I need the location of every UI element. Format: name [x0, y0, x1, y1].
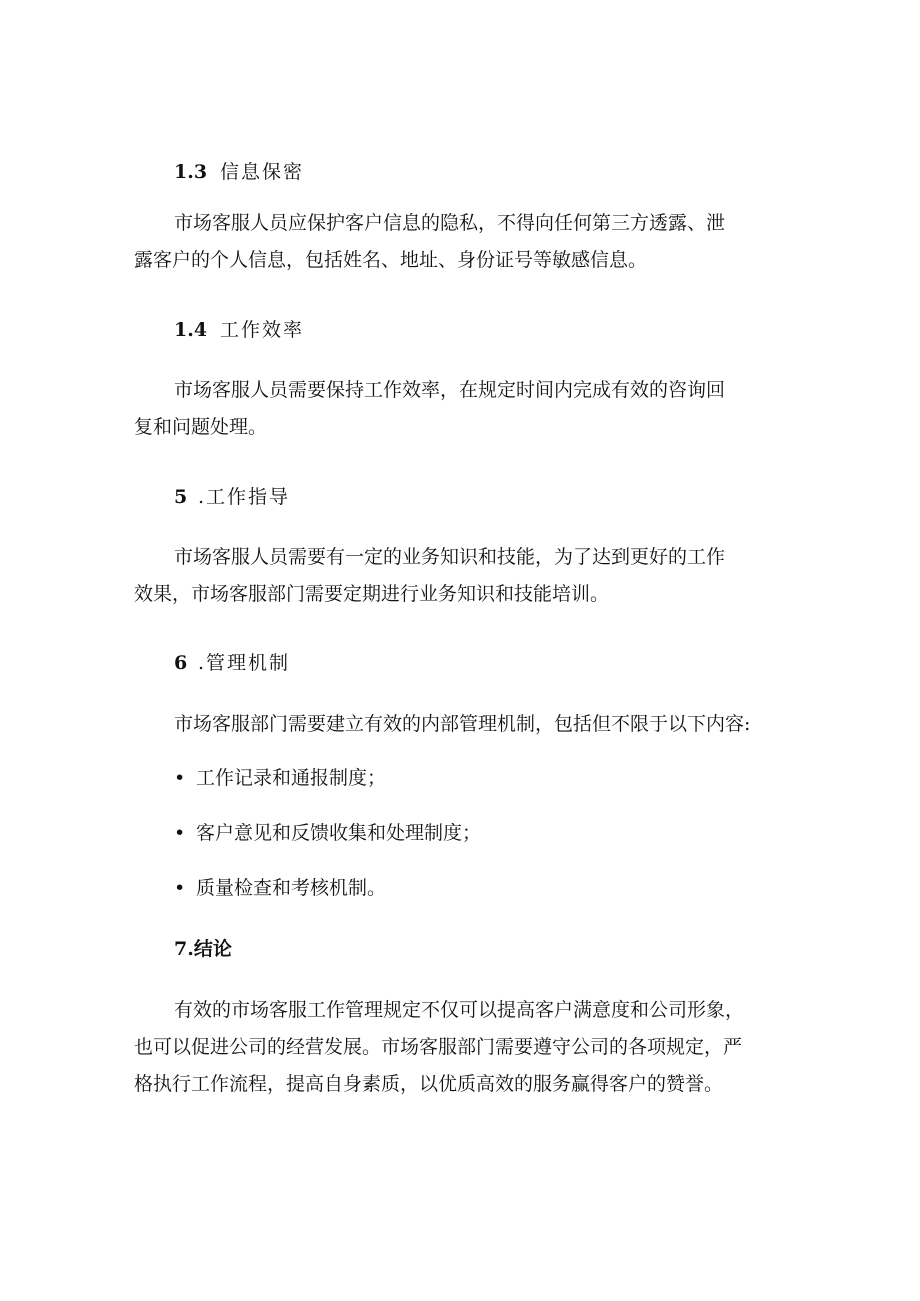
paragraph-6 — [134, 706, 794, 743]
bullet-icon: • — [174, 877, 186, 899]
bullet-icon: • — [174, 767, 186, 789]
paragraph-line: 有效的市场客服工作管理规定不仅可以提高客户满意度和公司形象， — [174, 999, 745, 1021]
paragraph-line: 格执行工作流程，提高自身素质，以优质高效的服务赢得客户的赞誉。 — [134, 1073, 724, 1095]
section-number: 6 — [174, 652, 188, 674]
section-heading-5 — [174, 483, 290, 511]
paragraph-line: 市场客服部门需要建立有效的内部管理机制，包括但不限于以下内容: — [174, 713, 751, 735]
section-title: 工作效率 — [220, 319, 305, 341]
section-title: .工作指导 — [198, 486, 291, 508]
section-title: 信息保密 — [220, 161, 305, 183]
list-item — [174, 819, 481, 847]
section-heading-1-4 — [174, 316, 304, 344]
section-heading-7 — [174, 935, 232, 963]
section-heading-1-3 — [174, 158, 304, 186]
section-title: .管理机制 — [198, 652, 291, 674]
paragraph-line: 市场客服人员需要保持工作效率，在规定时间内完成有效的咨询回 — [174, 379, 726, 401]
paragraph-line: 市场客服人员需要有一定的业务知识和技能，为了达到更好的工作 — [174, 546, 726, 568]
paragraph-line: 市场客服人员应保护客户信息的隐私，不得向任何第三方透露、泄 — [174, 212, 726, 234]
section-number: 1.4 — [174, 319, 208, 341]
paragraph-line: 也可以促进公司的经营发展。市场客服部门需要遵守公司的各项规定，严 — [134, 1036, 743, 1058]
list-item-text: 质量检查和考核机制。 — [196, 877, 387, 899]
section-heading-text: 7.结论 — [174, 938, 232, 960]
section-number: 1.3 — [174, 161, 208, 183]
paragraph-line: 效果，市场客服部门需要定期进行业务知识和技能培训。 — [134, 583, 610, 605]
section-heading-6 — [174, 649, 290, 677]
section-number: 5 — [174, 486, 188, 508]
paragraph-line: 复和问题处理。 — [134, 416, 268, 438]
list-item — [174, 764, 386, 792]
paragraph-7 — [134, 992, 794, 1103]
list-item-text: 工作记录和通报制度； — [196, 767, 387, 789]
paragraph-5 — [134, 539, 794, 613]
paragraph-1-4 — [134, 372, 794, 446]
list-item-text: 客户意见和反馈收集和处理制度； — [196, 822, 482, 844]
bullet-icon: • — [174, 822, 186, 844]
paragraph-1-3 — [134, 205, 794, 279]
paragraph-line: 露客户的个人信息，包括姓名、地址、身份证号等敏感信息。 — [134, 249, 648, 271]
list-item — [174, 874, 386, 902]
